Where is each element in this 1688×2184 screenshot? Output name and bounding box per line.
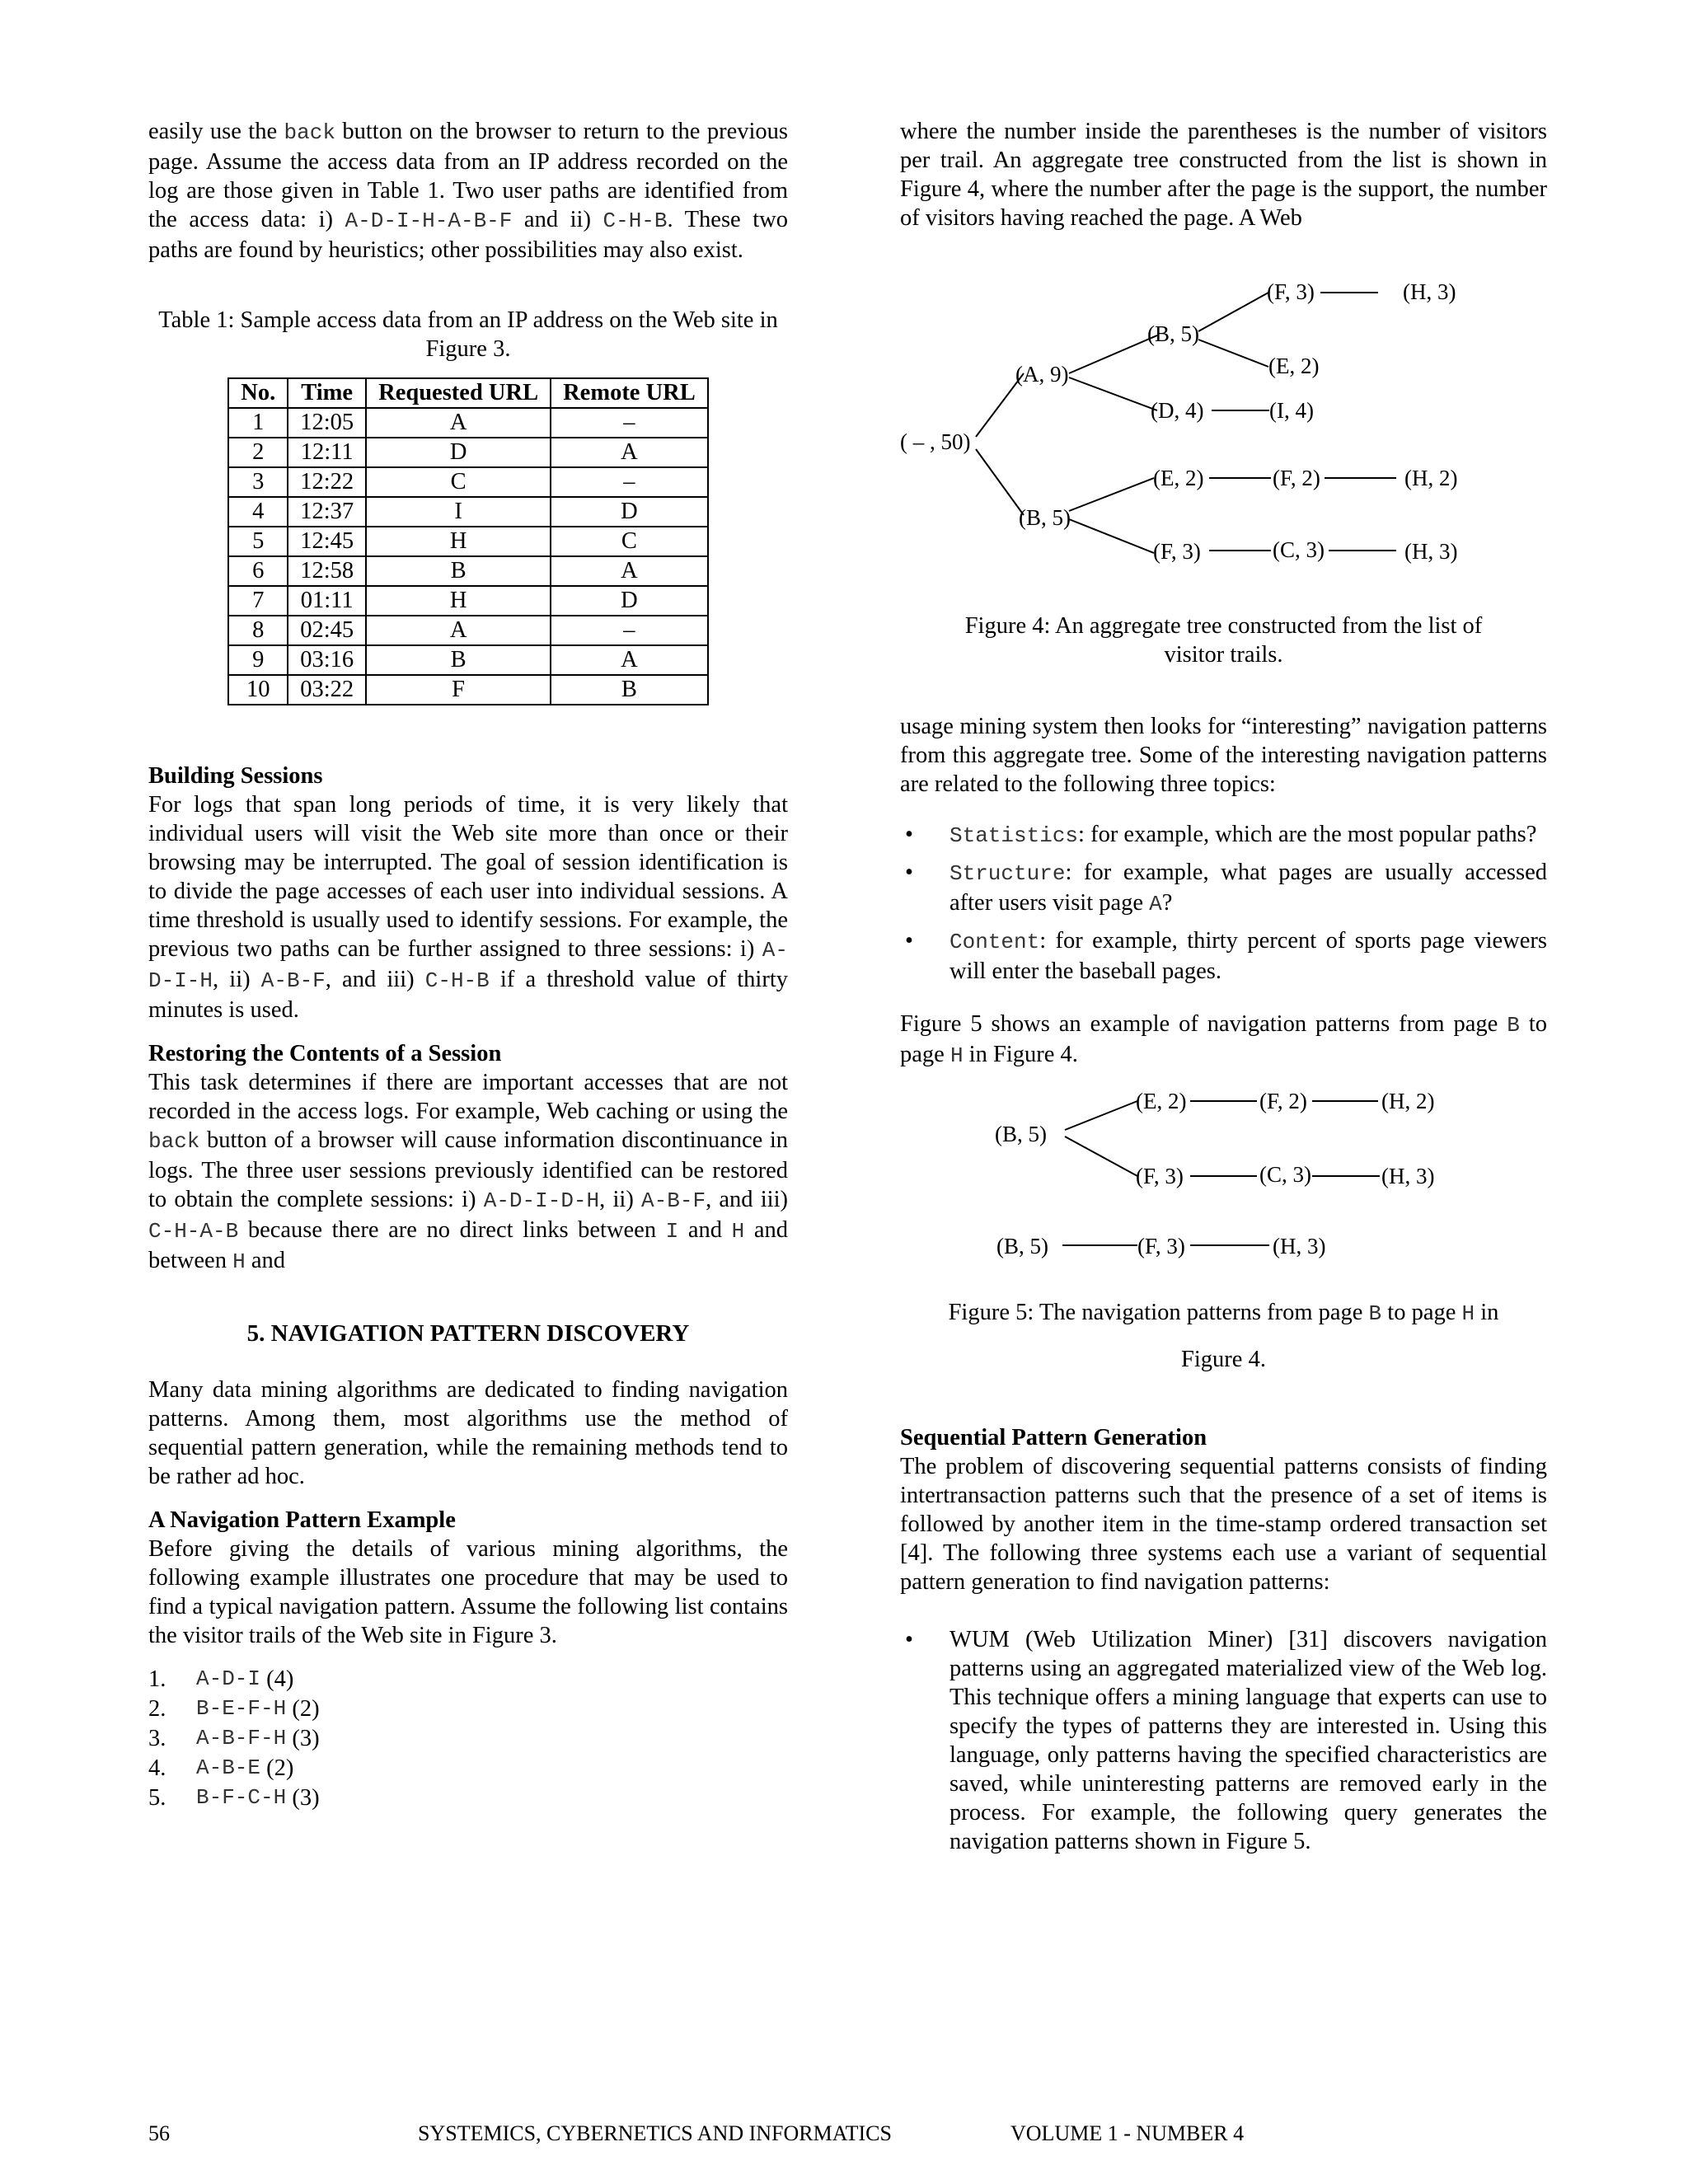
table-row: 10 03:22 F B [228, 675, 708, 705]
list-item: • WUM (Web Utilization Miner) [31] discovers navigation patterns using an aggregated materialized view of the Web log. This technique offers a mining language that experts can use to specify the types of patterns they are interested in. Using this language, only patterns having the specified characteristics are saved, while uninteresting patterns are removed early in the process. For example, the following query generates the navigation patterns shown in Figure 5. [905, 1627, 1547, 1854]
table-row: 6 12:58 B A [228, 556, 708, 586]
node-h3: (H, 3) [1381, 1164, 1435, 1188]
node-f3-alt: (F, 3) [1137, 1234, 1185, 1258]
page-number: 56 [148, 2121, 170, 2145]
systems-list [900, 1625, 1547, 1856]
node-h2: (H, 2) [1404, 466, 1458, 490]
edge-a9-b5 [1069, 335, 1157, 373]
sequential-pattern-heading: Sequential Pattern Generation [900, 1425, 1207, 1451]
node-e2-top: (E, 2) [1268, 354, 1320, 378]
list-item: • Content: for example, thirty percent of sports page viewers will enter the baseball pages. [905, 928, 1547, 984]
pattern-example-heading: A Navigation Pattern Example [148, 1507, 456, 1533]
right-column-lower [900, 612, 1547, 1863]
list-item: 5. B-F-C-H (3) [148, 1785, 320, 1811]
figure-4-tree [900, 276, 1547, 585]
table-header-requested-url: Requested URL [366, 378, 551, 408]
navigation-discovery-paragraph: Many data mining algorithms are dedicated to finding navigation patterns. Among them, most algorithms use the method of sequential pattern generation, while the remaining methods tend to be rather ad hoc. [148, 1377, 788, 1489]
table-row: 1 12:05 A – [228, 408, 708, 438]
pattern-example-paragraph: Before giving the details of various mining algorithms, the following example illustrates one procedure that may be used to find a typical navigation pattern. Assume the following list contains the visitor trails of the Web site in Figure 3. [148, 1536, 788, 1648]
edge-b5-f3 [1198, 293, 1268, 331]
table-header-remote-url: Remote URL [551, 378, 708, 408]
node-h3-top: (H, 3) [1403, 279, 1456, 304]
restoring-session-paragraph: This task determines if there are important accesses that are not recorded in the access logs. For example, Web caching or using the back button of a browser will cause information discontinuance in logs. The three user sessions previously identified can be restored to obtain the complete sessions: i) A-D-I-D-H, ii) A-B-F, and iii) C-H-A-B because there are no direct links between I and H and between H and [148, 1070, 789, 1274]
section-heading: 5. NAVIGATION PATTERN DISCOVERY [246, 1320, 690, 1347]
list-item: 1. A-D-I (4) [148, 1666, 294, 1692]
journal-name: SYSTEMICS, CYBERNETICS AND INFORMATICS [418, 2121, 892, 2145]
usage-mining-paragraph: usage mining system then looks for “interesting” navigation patterns from this aggregate tree. Some of the interesting navigation patterns are related to the following three topics: [900, 714, 1547, 797]
table-row: 9 03:16 B A [228, 645, 708, 675]
node-f3-top: (F, 3) [1267, 279, 1315, 304]
table-header-no: No. [228, 378, 288, 408]
visitor-trails-list [148, 1665, 788, 1813]
volume-info: VOLUME 1 - NUMBER 4 [1010, 2121, 1245, 2145]
list-item: • Statistics: for example, which are the most popular paths? [905, 822, 1537, 848]
table-caption: Table 1: Sample access data from an IP address on the Web site in Figure 3. [158, 307, 778, 362]
building-sessions-heading: Building Sessions [148, 763, 323, 789]
node-c3: (C, 3) [1259, 1162, 1311, 1187]
table-row: 2 12:11 D A [228, 438, 708, 467]
node-b5: (B, 5) [995, 1122, 1047, 1146]
node-h2: (H, 2) [1381, 1090, 1435, 1113]
navigation-patterns-diagram [900, 1090, 1547, 1268]
figure-5 [900, 1090, 1547, 1275]
table-header-time: Time [288, 378, 366, 408]
list-item: • Structure: for example, what pages are usually accessed after users visit page A? [905, 860, 1547, 916]
node-d4: (D, 4) [1151, 398, 1204, 423]
access-data-table [227, 377, 709, 705]
node-f3: (F, 3) [1136, 1164, 1184, 1188]
edge-b5-f3-low [1069, 519, 1154, 553]
table-row: 8 02:45 A – [228, 616, 708, 645]
edge-b5-e2-low [1069, 478, 1154, 511]
edge-root-b5 [976, 449, 1024, 515]
list-item: 2. B-E-F-H (2) [148, 1696, 320, 1722]
figure-5-caption: Figure 5: The navigation patterns from page B to page H in [948, 1300, 1499, 1326]
intro-paragraph: easily use the back button on the browser to return to the previous page. Assume the access data from an IP address recorded on the log are those given in Table 1. Two user paths are identified from the access data: i) A-D-I-H-A-B-F and ii) C-H-B. These two paths are found by heuristics; other possibilities may also exist. [148, 119, 788, 263]
figure-5-caption-line2: Figure 4. [1181, 1347, 1266, 1372]
restoring-session-heading: Restoring the Contents of a Session [148, 1041, 502, 1066]
node-e2-bottom: (E, 2) [1153, 466, 1204, 490]
node-b5-alt: (B, 5) [996, 1234, 1048, 1258]
node-b5-bottom: (B, 5) [1019, 505, 1071, 530]
edge-b5-e2 [1065, 1101, 1137, 1130]
node-f3-bottom: (F, 3) [1153, 539, 1201, 564]
node-f2: (F, 2) [1259, 1090, 1307, 1113]
node-b5-top: (B, 5) [1147, 321, 1199, 346]
figure-5-intro: Figure 5 shows an example of navigation patterns from page B to page H in Figure 4. [900, 1011, 1547, 1068]
right-intro-paragraph: where the number inside the parentheses is the number of visitors per trail. An aggregate tree constructed from the list is shown in Figure 4, where the number after the page is the support, the number of visitors having reached the page. A Web [900, 119, 1547, 231]
table-row: 4 12:37 I D [228, 497, 708, 527]
page-footer [148, 2121, 1302, 2151]
topics-list [900, 820, 1547, 987]
node-root: ( – , 50) [900, 429, 971, 454]
edge-a9-d4 [1069, 377, 1157, 410]
table-row: 3 12:22 C – [228, 467, 708, 497]
list-item: 3. A-B-F-H (3) [148, 1726, 320, 1751]
sequential-pattern-paragraph: The problem of discovering sequential patterns consists of finding intertransaction patterns such that the presence of a set of items is followed by another item in the time-stamp ordered transaction set [4]. The following three systems each use a variant of sequential pattern generation to find navigation patterns: [900, 1454, 1547, 1595]
table-row: 5 12:45 H C [228, 527, 708, 556]
node-e2: (E, 2) [1136, 1090, 1187, 1113]
node-a9: (A, 9) [1015, 362, 1069, 387]
aggregate-tree-svg [900, 276, 1547, 585]
list-item: 4. A-B-E (2) [148, 1755, 294, 1781]
edge-b5-f3 [1065, 1137, 1137, 1176]
building-sessions-paragraph: For logs that span long periods of time, it is very likely that individual users will visit the Web site more than once or their browsing may be interrupted. The goal of session identification is to divide the page accesses of each user into individual sessions. A time threshold is usually used to identify sessions. For example, the previous two paths can be further assigned to three sessions: i) A-D-I-H, ii) A-B-F, and iii) C-H-B if a threshold value of thirty minutes is used. [148, 792, 788, 1023]
node-h3-alt: (H, 3) [1273, 1234, 1326, 1258]
node-h3-bottom: (H, 3) [1404, 539, 1458, 564]
figure-4-caption: Figure 4: An aggregate tree constructed from the list of visitor trails. [964, 613, 1483, 668]
node-c3: (C, 3) [1273, 537, 1325, 562]
node-i4: (I, 4) [1269, 398, 1314, 423]
node-f2: (F, 2) [1273, 466, 1320, 490]
table-row: 7 01:11 H D [228, 586, 708, 616]
left-column [148, 117, 788, 1813]
edge-b5-e2 [1198, 340, 1268, 367]
